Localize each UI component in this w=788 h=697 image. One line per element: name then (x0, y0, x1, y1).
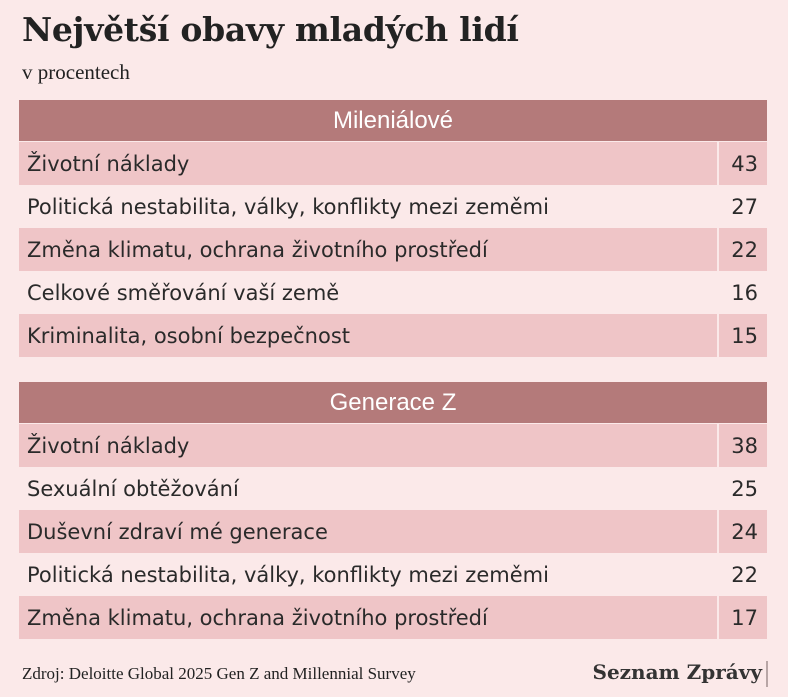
row-value: 25 (731, 476, 758, 501)
row-label: Duševní zdraví mé generace (19, 510, 717, 553)
brand-divider (766, 661, 768, 687)
table-row (19, 314, 767, 357)
table-row (19, 185, 767, 228)
chart-title: Největší obavy mladých lidí (22, 10, 519, 49)
row-value: 27 (731, 194, 758, 219)
row-label: Sexuální obtěžování (27, 476, 239, 501)
row-label: Politická nestabilita, války, konflikty mezi zeměmi (27, 562, 549, 587)
table-row (19, 142, 767, 185)
row-value: 15 (719, 314, 767, 357)
table-row (19, 510, 767, 553)
table-millennials (19, 100, 767, 357)
row-value: 24 (719, 510, 767, 553)
section-header-gen-z: Generace Z (19, 382, 767, 423)
row-value: 43 (719, 142, 767, 185)
row-label: Celkové směřování vaší země (27, 280, 340, 305)
row-value: 38 (719, 424, 767, 467)
row-label: Životní náklady (19, 424, 717, 467)
row-label: Životní náklady (19, 142, 717, 185)
row-value: 16 (731, 280, 758, 305)
row-label: Změna klimatu, ochrana životního prostředí (19, 596, 717, 639)
row-label: Kriminalita, osobní bezpečnost (19, 314, 717, 357)
row-label: Politická nestabilita, války, konflikty mezi zeměmi (27, 194, 549, 219)
table-row (19, 228, 767, 271)
table-row (19, 271, 767, 314)
table-row (19, 467, 767, 510)
brand-logo: Seznam Zprávy (592, 660, 762, 684)
rows-millennials (19, 142, 767, 357)
row-value: 22 (719, 228, 767, 271)
table-row (19, 553, 767, 596)
chart-subtitle: v procentech (22, 60, 130, 84)
table-row (19, 596, 767, 639)
source-note: Zdroj: Deloitte Global 2025 Gen Z and Millennial Survey (22, 664, 416, 683)
row-value: 17 (719, 596, 767, 639)
table-row (19, 424, 767, 467)
table-gen-z (19, 382, 767, 639)
row-value: 22 (731, 562, 758, 587)
rows-gen-z (19, 424, 767, 639)
row-label: Změna klimatu, ochrana životního prostředí (19, 228, 717, 271)
section-header-millennials: Mileniálové (19, 100, 767, 141)
